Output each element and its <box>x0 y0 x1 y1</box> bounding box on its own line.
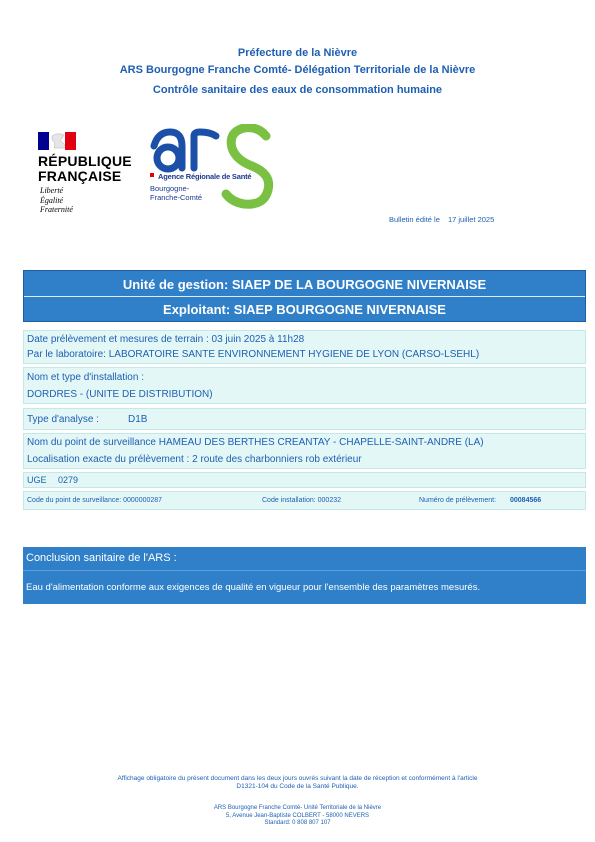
uge-label: UGE <box>27 475 47 485</box>
point-surveillance: Nom du point de surveillance HAMEAU DES BERTHES CREANTAY - CHAPELLE-SAINT-ANDRE (LA) <box>27 437 484 448</box>
footer-address <box>0 805 595 828</box>
bulletin-date-value: 17 juillet 2025 <box>447 215 495 224</box>
motto-fraternite: Fraternité <box>40 205 73 214</box>
header-controle: Contrôle sanitaire des eaux de consommation humaine <box>152 84 443 96</box>
ars-region-line2: Franche-Comté <box>150 193 203 202</box>
prelevement-section <box>23 330 586 364</box>
type-analyse-section <box>23 408 586 430</box>
date-prelevement: Date prélèvement et mesures de terrain : 03 juin 2025 à 11h28 <box>27 334 305 345</box>
code-point-surveillance: Code du point de surveillance: 0000000287 <box>27 497 163 504</box>
numero-prelevement-label: Numéro de prélèvement: <box>419 497 497 504</box>
bulletin-label: Bulletin édité le <box>389 215 440 224</box>
footer-affichage-line1: Affichage obligatoire du présent document dans les deux jours ouvrés suivant la date de réception et conformément à l'article <box>117 775 478 782</box>
installation-value: DORDRES - (UNITE DE DISTRIBUTION) <box>27 389 213 400</box>
laboratoire: Par le laboratoire: LABORATOIRE SANTE ENVIRONNEMENT HYGIENE DE LYON (CARSO-LSEHL) <box>27 349 480 360</box>
codes-section <box>23 491 586 510</box>
ars-agency-name: Agence Régionale de Santé <box>158 172 252 181</box>
management-banner <box>23 270 586 322</box>
header-prefecture: Préfecture de la Nièvre <box>237 47 358 59</box>
localisation: Localisation exacte du prélèvement : 2 route des charbonniers rob extérieur <box>27 454 362 465</box>
rf-title-line1: RÉPUBLIQUE <box>38 153 132 169</box>
conclusion-body <box>23 570 586 604</box>
unite-gestion: Unité de gestion: SIAEP DE LA BOURGOGNE NIVERNAISE <box>122 277 487 292</box>
ars-region <box>150 184 202 202</box>
banner-divider <box>24 296 585 297</box>
conclusion-text: Eau d'alimentation conforme aux exigences de qualité en vigueur pour l'ensemble des paramètres mesurés. <box>26 582 481 593</box>
footer-affichage-line2: D1321-104 du Code de la Santé Publique. <box>236 783 359 790</box>
rf-title-line2: FRANÇAISE <box>38 168 122 184</box>
uge-section <box>23 472 586 488</box>
type-analyse-value: D1B <box>128 414 148 425</box>
numero-prelevement-value: 00084566 <box>510 497 542 504</box>
code-installation: Code installation: 000232 <box>262 497 342 504</box>
installation-label: Nom et type d'installation : <box>27 372 144 383</box>
motto-egalite: Égalité <box>40 195 64 205</box>
marianne-icon <box>38 132 76 150</box>
motto-liberte: Liberté <box>40 186 64 195</box>
point-surveillance-section <box>23 433 586 469</box>
installation-section <box>23 367 586 404</box>
ars-region-line1: Bourgogne- <box>150 184 190 193</box>
type-analyse-label: Type d'analyse : <box>27 414 99 425</box>
uge-value: 0279 <box>58 475 79 485</box>
conclusion-header <box>23 547 586 570</box>
footer-address-line3: Standard: 0 808 807 107 <box>264 820 331 826</box>
bulletin-date <box>389 215 494 224</box>
header-ars-delegation: ARS Bourgogne Franche Comté- Délégation Territoriale de la Nièvre <box>119 64 476 76</box>
exploitant: Exploitant: SIAEP BOURGOGNE NIVERNAISE <box>163 302 446 317</box>
rf-motto <box>40 186 73 215</box>
conclusion-title: Conclusion sanitaire de l'ARS : <box>26 552 177 564</box>
footer-address-line2: 5, Avenue Jean-Baptiste COLBERT - 58000 NEVERS <box>225 812 370 819</box>
footer-address-line1: ARS Bourgogne Franche Comté- Unité Territoriale de la Nièvre <box>213 805 382 811</box>
footer-affichage <box>0 775 595 791</box>
republique-francaise-logo <box>38 154 132 184</box>
